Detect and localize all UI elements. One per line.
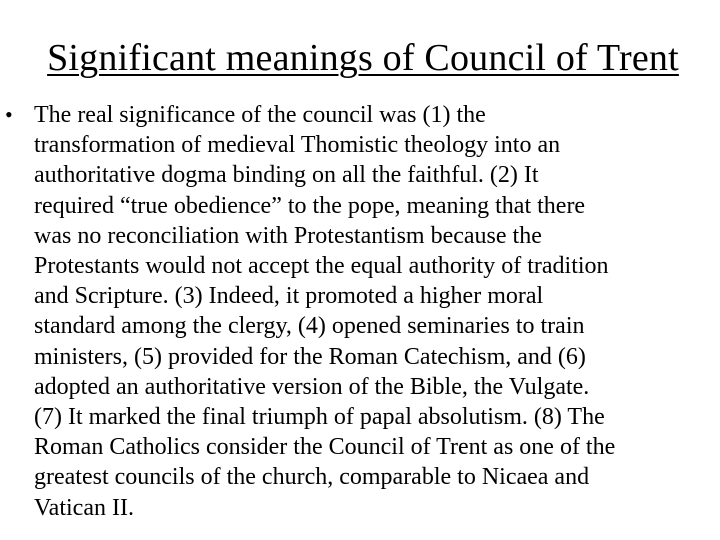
bullet-text-line: (7) It marked the final triumph of papal absolutism. (8) The: [34, 404, 605, 431]
bullet-text-line: standard among the clergy, (4) opened seminaries to train: [34, 313, 585, 340]
bullet-text: [34, 100, 720, 523]
bullet-text-line: was no reconciliation with Protestantism because the: [34, 222, 542, 249]
slide-title: Significant meanings of Council of Trent: [47, 37, 679, 79]
bullet-text-line: The real significance of the council was (1) the: [34, 102, 486, 128]
bullet-text-line: required “true obedience” to the pope, meaning that there: [34, 192, 586, 219]
bullet-text-line: ministers, (5) provided for the Roman Catechism, and (6): [34, 343, 586, 370]
bullet-text-line: greatest councils of the church, comparable to Nicaea and: [34, 464, 590, 491]
bullet-text-line: and Scripture. (3) Indeed, it promoted a higher moral: [34, 283, 544, 310]
bullet-text-line: transformation of medieval Thomistic theology into an: [34, 132, 561, 159]
bullet-text-line: Roman Catholics consider the Council of Trent as one of the: [34, 434, 616, 461]
bullet-text-line: adopted an authoritative version of the Bible, the Vulgate.: [34, 373, 590, 400]
bullet-list: [0, 100, 720, 523]
bullet-text-line: authoritative dogma binding on all the faithful. (2) It: [34, 162, 539, 189]
bullet-marker: •: [5, 102, 13, 127]
bullet-text-line: Vatican II.: [34, 494, 134, 521]
bullet-text-line: Protestants would not accept the equal authority of tradition: [34, 253, 609, 280]
bullet-item: [0, 100, 720, 523]
